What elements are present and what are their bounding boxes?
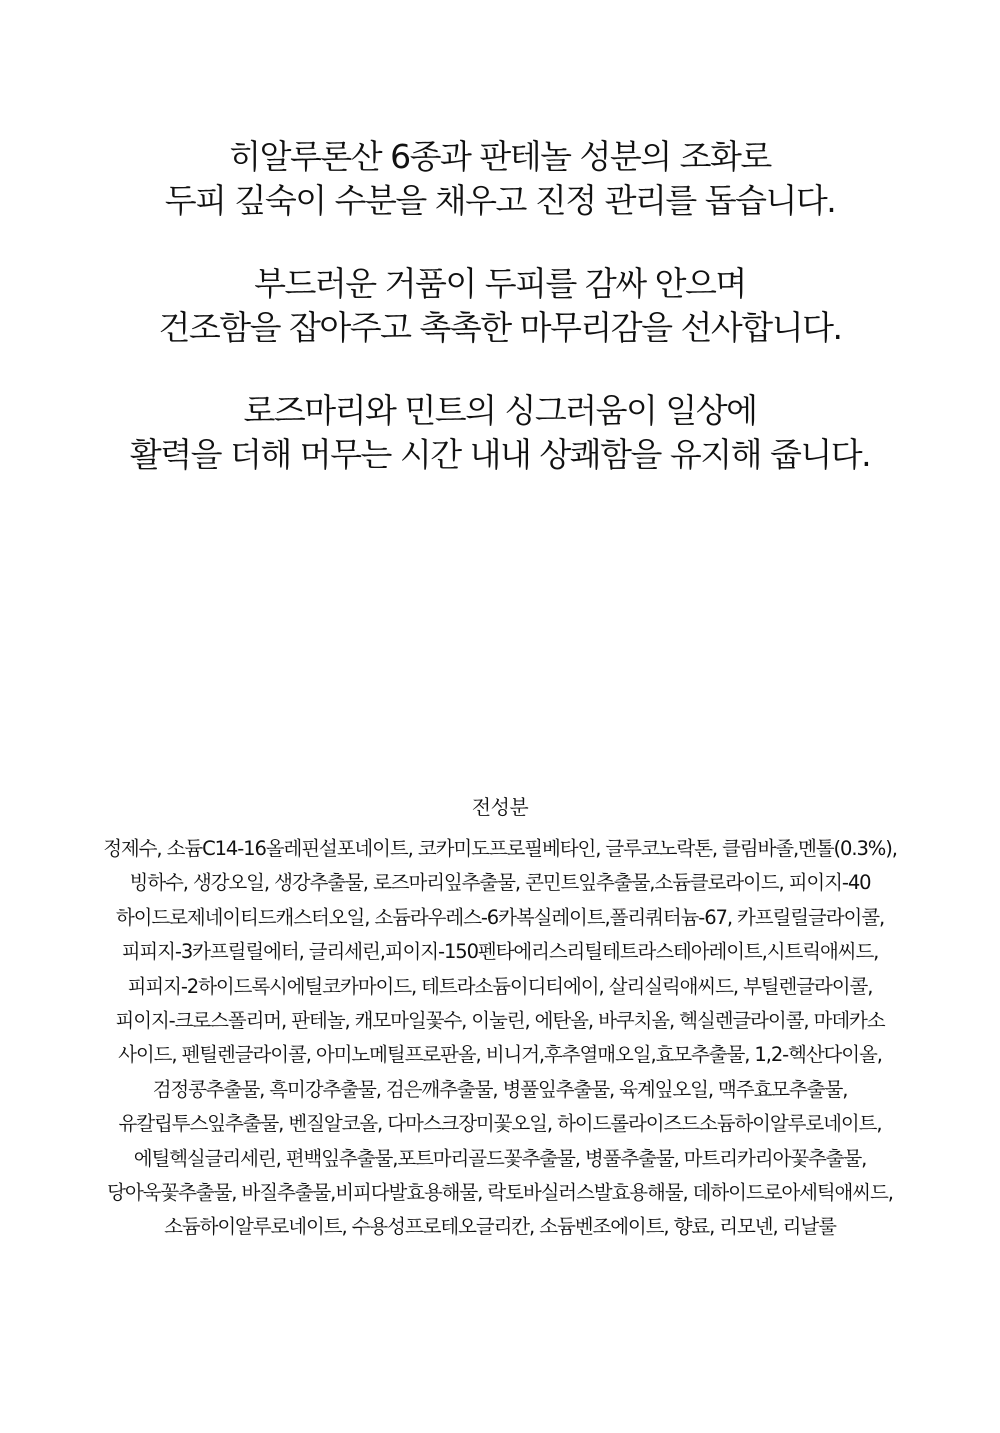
ingredients-line: 피이지-크로스폴리머, 판테놀, 캐모마일꽃수, 이눌린, 에탄올, 바쿠치올, 헥실렌글라이콜, 마데카소 (115, 1009, 885, 1033)
description-line: 로즈마리와 민트의 싱그러움이 일상에 (243, 391, 757, 430)
ingredients-line: 하이드로제네이티드캐스터오일, 소듐라우레스-6카복실레이트,폴리쿼터늄-67, 카프릴릴글라이콜, (115, 905, 885, 929)
product-description (0, 135, 1000, 516)
ingredients-line: 에틸헥실글리세린, 편백잎추출물,포트마리골드꽃추출물, 병풀추출물, 마트리카리아꽃추출물, (133, 1146, 867, 1170)
ingredients-line: 사이드, 펜틸렌글라이콜, 아미노메틸프로판올, 비니거,후추열매오일,효모추출물, 1,2-헥산다이올, (118, 1043, 882, 1067)
description-paragraph-freshness (0, 389, 1000, 477)
ingredients-line: 피피지-3카프릴릴에터, 글리세린,피이지-150펜타에리스리틸테트라스테아레이트,시트릭애씨드, (121, 940, 879, 964)
ingredients-line: 피피지-2하이드록시에틸코카마이드, 테트라소듐이디티에이, 살리실릭애씨드, 부틸렌글라이콜, (127, 974, 873, 998)
ingredients-heading: 전성분 (471, 795, 529, 819)
ingredients-line: 당아욱꽃추출물, 바질추출물,비피다발효용해물, 락토바실러스발효용해물, 데하이드로아세틱애씨드, (107, 1181, 893, 1205)
description-line: 건조함을 잡아주고 촉촉한 마무리감을 선사합니다. (158, 308, 842, 347)
ingredients-line: 정제수, 소듐C14-16올레핀설포네이트, 코카미도프로필베타인, 글루코노락톤, 클림바졸,멘톨(0.3%), (103, 837, 897, 860)
ingredients-line: 빙하수, 생강오일, 생강추출물, 로즈마리잎추출물, 콘민트잎추출물,소듐클로라이드, 피이지-40 (129, 871, 871, 895)
ingredients-section (0, 793, 1000, 1245)
ingredients-list (0, 832, 1000, 1245)
description-paragraph-hydration (0, 135, 1000, 223)
description-line: 히알루론산 6종과 판테놀 성분의 조화로 (229, 137, 771, 176)
description-line: 부드러운 거품이 두피를 감싸 안으며 (254, 264, 746, 303)
ingredients-line: 소듐하이알루로네이트, 수용성프로테오글리칸, 소듐벤조에이트, 향료, 리모넨, 리날룰 (164, 1215, 836, 1239)
description-paragraph-foam (0, 262, 1000, 350)
description-line: 두피 깊숙이 수분을 채우고 진정 관리를 돕습니다. (164, 181, 836, 220)
description-line: 활력을 더해 머무는 시간 내내 상쾌함을 유지해 줍니다. (129, 435, 871, 474)
ingredients-line: 검정콩추출물, 흑미강추출물, 검은깨추출물, 병풀잎추출물, 육계잎오일, 맥주효모추출물, (152, 1077, 848, 1101)
ingredients-line: 유칼립투스잎추출물, 벤질알코올, 다마스크장미꽃오일, 하이드롤라이즈드소듐하이알루로네이트, (118, 1112, 882, 1136)
